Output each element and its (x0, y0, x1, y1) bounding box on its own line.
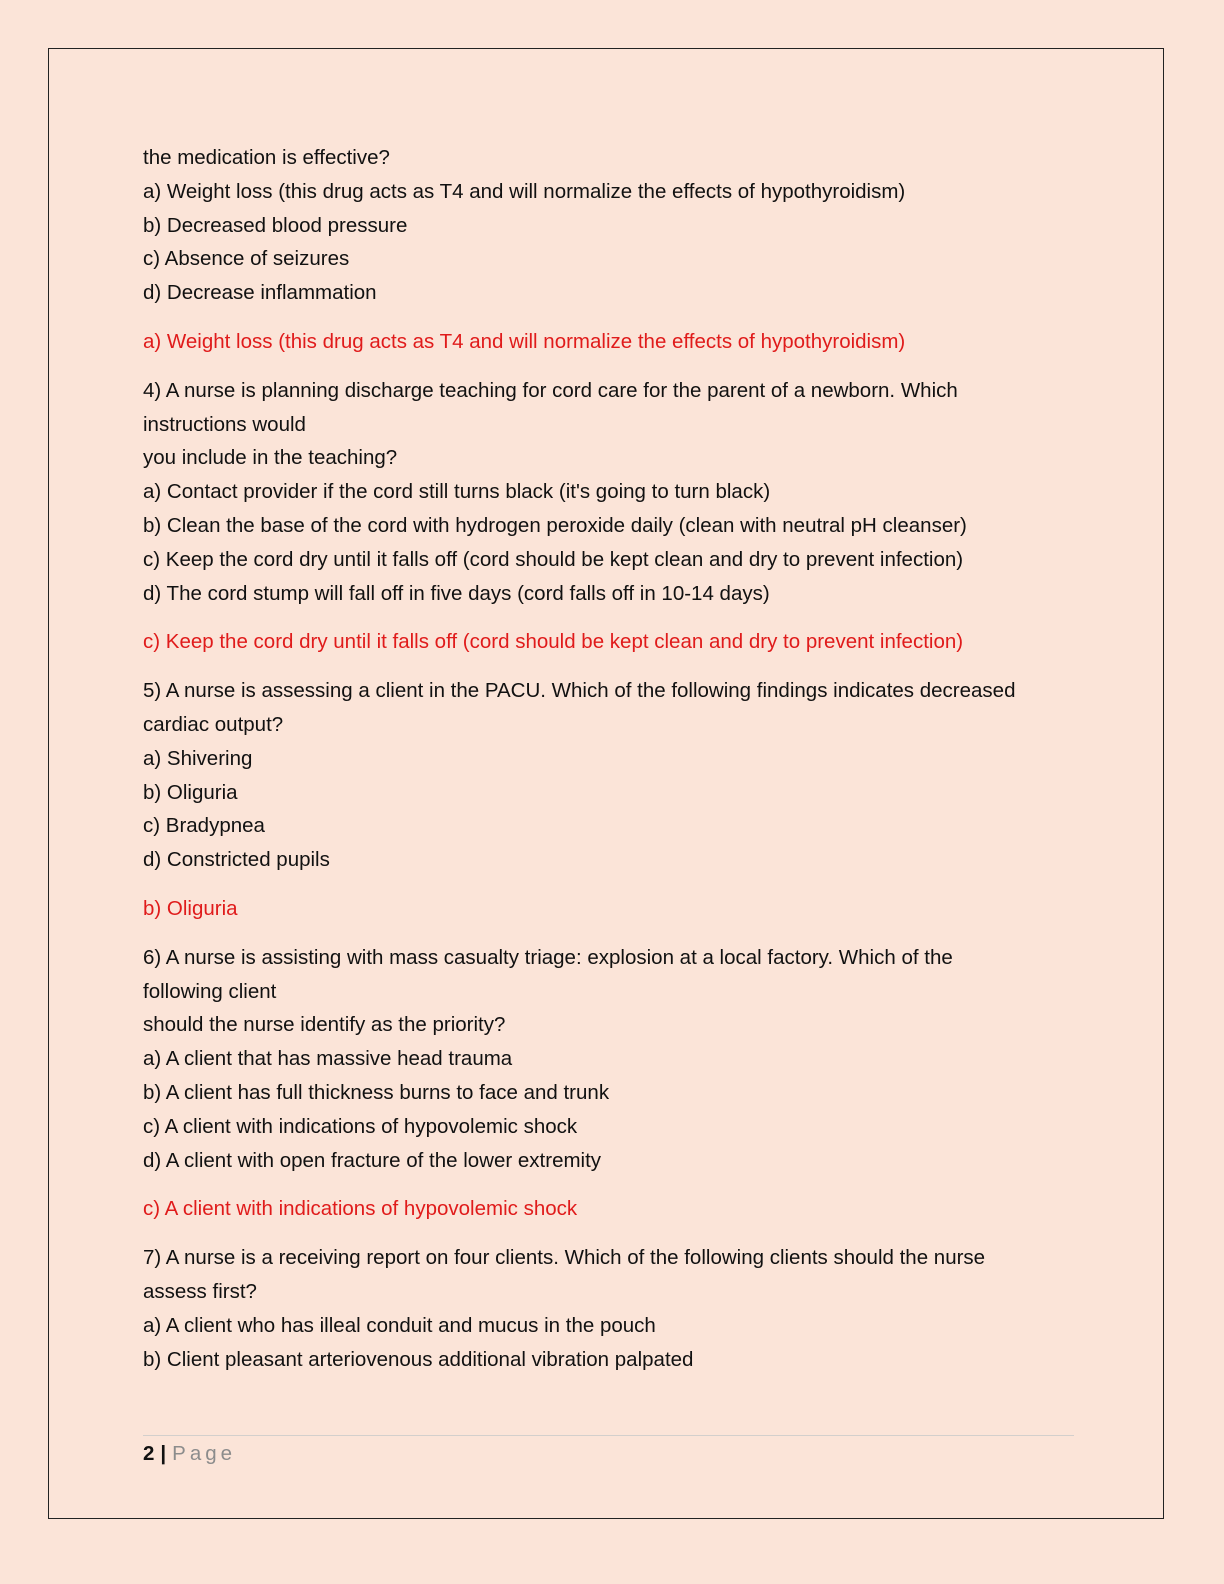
question-line: cardiac output? (143, 712, 284, 736)
question-line: b) Oliguria (143, 780, 238, 804)
page-number: 2 (143, 1442, 155, 1465)
question-line: b) A client has full thickness burns to face and trunk (143, 1080, 610, 1104)
question-line: b) Clean the base of the cord with hydrogen peroxide daily (clean with neutral pH cleanser) (143, 513, 967, 537)
question-line: 4) A nurse is planning discharge teaching for cord care for the parent of a newborn. Which (143, 378, 958, 402)
page-label: Page (172, 1442, 237, 1465)
question-block (143, 1241, 1083, 1376)
question-block (143, 674, 1083, 877)
question-line: 7) A nurse is a receiving report on four clients. Which of the following clients should the nurse (143, 1246, 986, 1270)
question-line: 5) A nurse is assessing a client in the PACU. Which of the following findings indicates decreased (143, 679, 1016, 703)
question-line: assess first? (143, 1279, 257, 1303)
question-line: c) Bradypnea (143, 814, 265, 838)
question-line: following client (143, 979, 277, 1003)
answer-block (143, 1192, 1083, 1226)
question-line: b) Decreased blood pressure (143, 213, 408, 237)
question-line: the medication is effective? (143, 146, 390, 169)
question-line: instructions would (143, 412, 306, 436)
question-line: d) Decrease inflammation (143, 281, 377, 305)
footer-separator: | (160, 1442, 167, 1465)
question-line: a) Shivering (143, 746, 253, 770)
footer-divider (143, 1435, 1074, 1436)
question-block (143, 141, 1083, 310)
question-line: a) A client that has massive head trauma (143, 1047, 513, 1071)
question-line: should the nurse identify as the priority? (143, 1013, 506, 1037)
question-line: c) A client with indications of hypovolemic shock (143, 1114, 578, 1138)
answer-line: a) Weight loss (this drug acts as T4 and will normalize the effects of hypothyroidism) (143, 329, 906, 353)
answer-line: b) Oliguria (143, 896, 238, 920)
document-body (143, 141, 1083, 1376)
answer-block (143, 325, 1083, 359)
question-line: a) Weight loss (this drug acts as T4 and will normalize the effects of hypothyroidism) (143, 179, 906, 203)
answer-line: c) A client with indications of hypovolemic shock (143, 1197, 578, 1221)
question-line: 6) A nurse is assisting with mass casualty triage: explosion at a local factory. Which of the (143, 945, 953, 969)
question-line: c) Absence of seizures (143, 247, 350, 271)
question-line: d) A client with open fracture of the lower extremity (143, 1148, 602, 1172)
page-footer (143, 1440, 236, 1468)
question-line: d) Constricted pupils (143, 848, 330, 872)
question-line: b) Client pleasant arteriovenous additional vibration palpated (143, 1347, 694, 1371)
question-line: you include in the teaching? (143, 446, 398, 470)
answer-block (143, 892, 1083, 926)
question-line: a) A client who has illeal conduit and mucus in the pouch (143, 1313, 656, 1337)
question-block (143, 374, 1083, 611)
question-block (143, 941, 1083, 1178)
question-line: a) Contact provider if the cord still turns black (it's going to turn black) (143, 480, 771, 504)
answer-line: c) Keep the cord dry until it falls off (cord should be kept clean and dry to prevent infection) (143, 630, 964, 654)
question-line: c) Keep the cord dry until it falls off (cord should be kept clean and dry to prevent infection) (143, 547, 964, 571)
answer-block (143, 625, 1083, 659)
question-line: d) The cord stump will fall off in five days (cord falls off in 10-14 days) (143, 581, 770, 605)
